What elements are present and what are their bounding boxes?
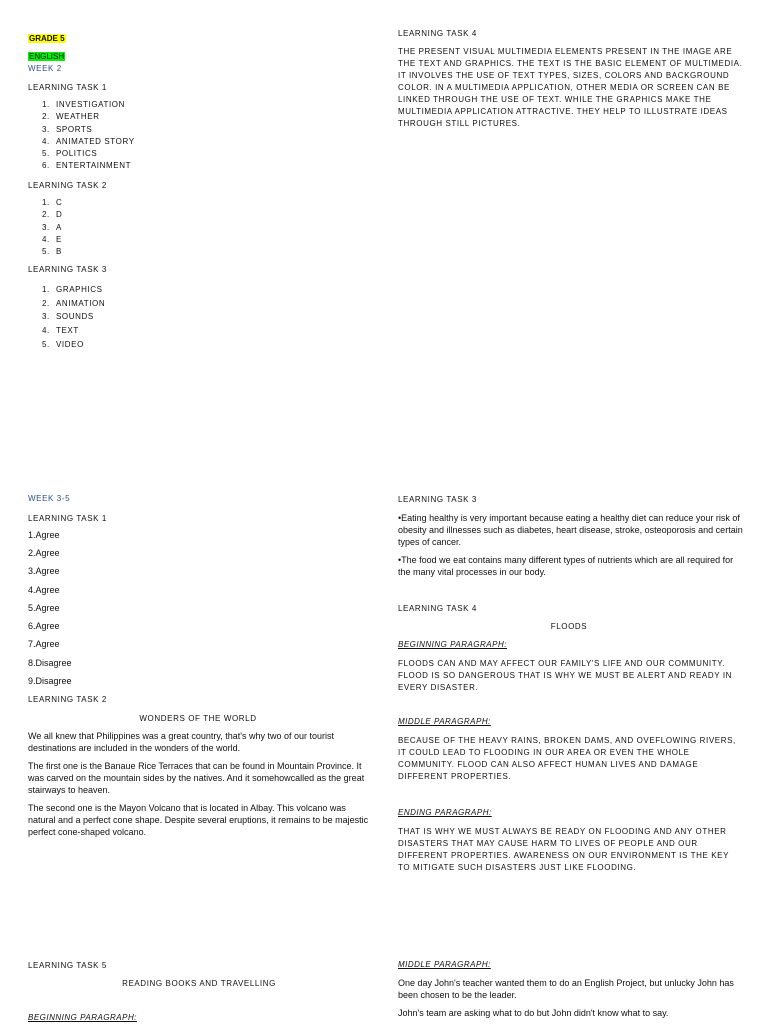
list-item: 7.Agree [28, 639, 60, 649]
beginning-paragraph-label: BEGINNING PARAGRAPH: [398, 640, 507, 649]
paragraph: THAT IS WHY WE MUST ALWAYS BE READY ON FLOODING AND ANY OTHER DISASTERS THAT MAY CAUSE HARM TO LIVES OF PEOPLE AND OUR DIFFERENT PROPERTIES. AWARENESS ON OUR ENVIRONMENT IS THE KEY TO MITIGATE SUCH DISASTERS JUST LIKE FLOODING. [398, 827, 729, 872]
list-item: 8.Disagree [28, 658, 72, 668]
middle-paragraph-label: MIDDLE PARAGRAPH: [398, 717, 491, 726]
middle-paragraph-label: MIDDLE PARAGRAPH: [398, 960, 491, 969]
list-item: 2.Agree [28, 548, 60, 558]
week2-task4-title: LEARNING TASK 4 [398, 29, 477, 38]
list-item: 4.Agree [28, 585, 60, 595]
list-item: 1. C [42, 198, 63, 207]
list-item: 2. WEATHER [42, 112, 100, 122]
list-item: 3. A [42, 222, 62, 232]
week2-task1-list [28, 100, 328, 174]
bullet-item: •The food we eat contains many different types of nutrients which are all required for the many vital processes in our body. [398, 555, 734, 577]
paragraph: We all knew that Philippines was a great country, that's why two of our tourist destinations are included in the wonders of the world. [28, 731, 335, 753]
week2-task3-title: LEARNING TASK 3 [28, 265, 107, 274]
list-item: 1. INVESTIGATION [42, 100, 125, 109]
paragraph: One day John's teacher wanted them to do an English Project, but unlucky John has been chosen to be the leader. [398, 978, 734, 1000]
list-item: 3. SOUNDS [42, 312, 94, 322]
list-item: 5. VIDEO [42, 339, 84, 349]
paragraph: FLOODS CAN AND MAY AFFECT OUR FAMILY'S LIFE AND OUR COMMUNITY. FLOOD IS SO DANGEROUS THAT IS WHY WE MUST BE ALERT AND READY IN EVERY DISASTER. [398, 659, 733, 692]
week2-task4-text: THE PRESENT VISUAL MULTIMEDIA ELEMENTS PRESENT IN THE IMAGE ARE THE TEXT AND GRAPHICS. THE TEXT IS THE BASIC ELEMENT OF MULTIMEDIA. IT INVOLVES THE USE OF TEXT TYPES, SIZES, COLORS AND BACKGROUND COLOR. IN A MULTIMEDIA APPLICATION, OTHER MEDIA OR SCREEN CAN BE LINKED THROUGH THE USE OF TEXT. WHILE THE GRAPHICS MAKE THE MULTIMEDIA APPLICATION ATTRACTIVE. THEY HELP TO ILLUSTRATE IDEAS THROUGH STILL PICTURES. [398, 47, 743, 128]
paragraph: BECAUSE OF THE HEAVY RAINS, BROKEN DAMS, AND OVEFLOWING RIVERS, IT COULD LEAD TO FLOODING IN OUR AREA OR EVEN THE WHOLE COMMUNITY. FLOOD CAN ALSO AFFECT HUMAN LIVES AND DAMAGE DIFFERENT PROPERTIES. [398, 736, 736, 781]
list-item: 9.Disagree [28, 676, 72, 686]
list-item: 1.Agree [28, 530, 60, 540]
paragraph: John's team are asking what to do but John didn't know what to say. [398, 1008, 669, 1018]
week35-task1-title: LEARNING TASK 1 [28, 514, 107, 523]
week2-task2-list [28, 198, 328, 259]
list-item: 4. ANIMATED STORY [42, 136, 135, 146]
list-item: 4. E [42, 234, 62, 244]
subject-label: ENGLISH [29, 52, 65, 61]
paragraph: The second one is the Mayon Volcano that is located in Albay. This volcano was natural and a perfect cone shape. Despite several eruptions, it remains to be majestic perfect cone-shaped volcano. [28, 803, 369, 837]
list-item: 2. ANIMATION [42, 298, 106, 308]
week2-task1-title: LEARNING TASK 1 [28, 83, 107, 92]
list-item: 4. TEXT [42, 326, 79, 336]
grade-label: GRADE 5 [29, 34, 65, 43]
week2-task2-title: LEARNING TASK 2 [28, 181, 107, 190]
bullet-item: •Eating healthy is very important because eating a healthy diet can reduce your risk of obesity and illnesses such as diabetes, heart disease, stroke, osteoporosis and certain types of cancer. [398, 513, 743, 547]
list-item: 6. ENTERTAINMENT [42, 161, 132, 171]
ending-paragraph-label: ENDING PARAGRAPH: [398, 808, 492, 817]
week35-task3-title: LEARNING TASK 3 [398, 495, 477, 504]
essay-title: FLOODS [550, 622, 588, 631]
week35-task2-title: LEARNING TASK 2 [28, 695, 107, 704]
essay-title: READING BOOKS AND TRAVELLING [122, 979, 276, 988]
list-item: 5.Agree [28, 603, 60, 613]
essay-title: WONDERS OF THE WORLD [139, 714, 257, 723]
list-item: 1. GRAPHICS [42, 285, 103, 294]
week2-task3-list [28, 285, 328, 353]
list-item: 3. SPORTS [42, 124, 93, 134]
list-item: 5. POLITICS [42, 149, 98, 159]
list-item: 2. D [42, 210, 63, 220]
list-item: 5. B [42, 247, 62, 257]
beginning-paragraph-label: BEGINNING PARAGRAPH: [28, 1013, 137, 1022]
week-2-heading: WEEK 2 [28, 64, 62, 73]
week-3-5-heading: WEEK 3-5 [28, 494, 71, 503]
list-item: 6.Agree [28, 621, 60, 631]
week35-task4-title: LEARNING TASK 4 [398, 604, 477, 613]
week35-task5-title: LEARNING TASK 5 [28, 961, 107, 970]
list-item: 3.Agree [28, 566, 60, 576]
paragraph: The first one is the Banaue Rice Terraces that can be found in Mountain Province. It was carved on the mountain sides by the natives. And it somehowcalled as the great stairways to heaven. [28, 761, 365, 795]
